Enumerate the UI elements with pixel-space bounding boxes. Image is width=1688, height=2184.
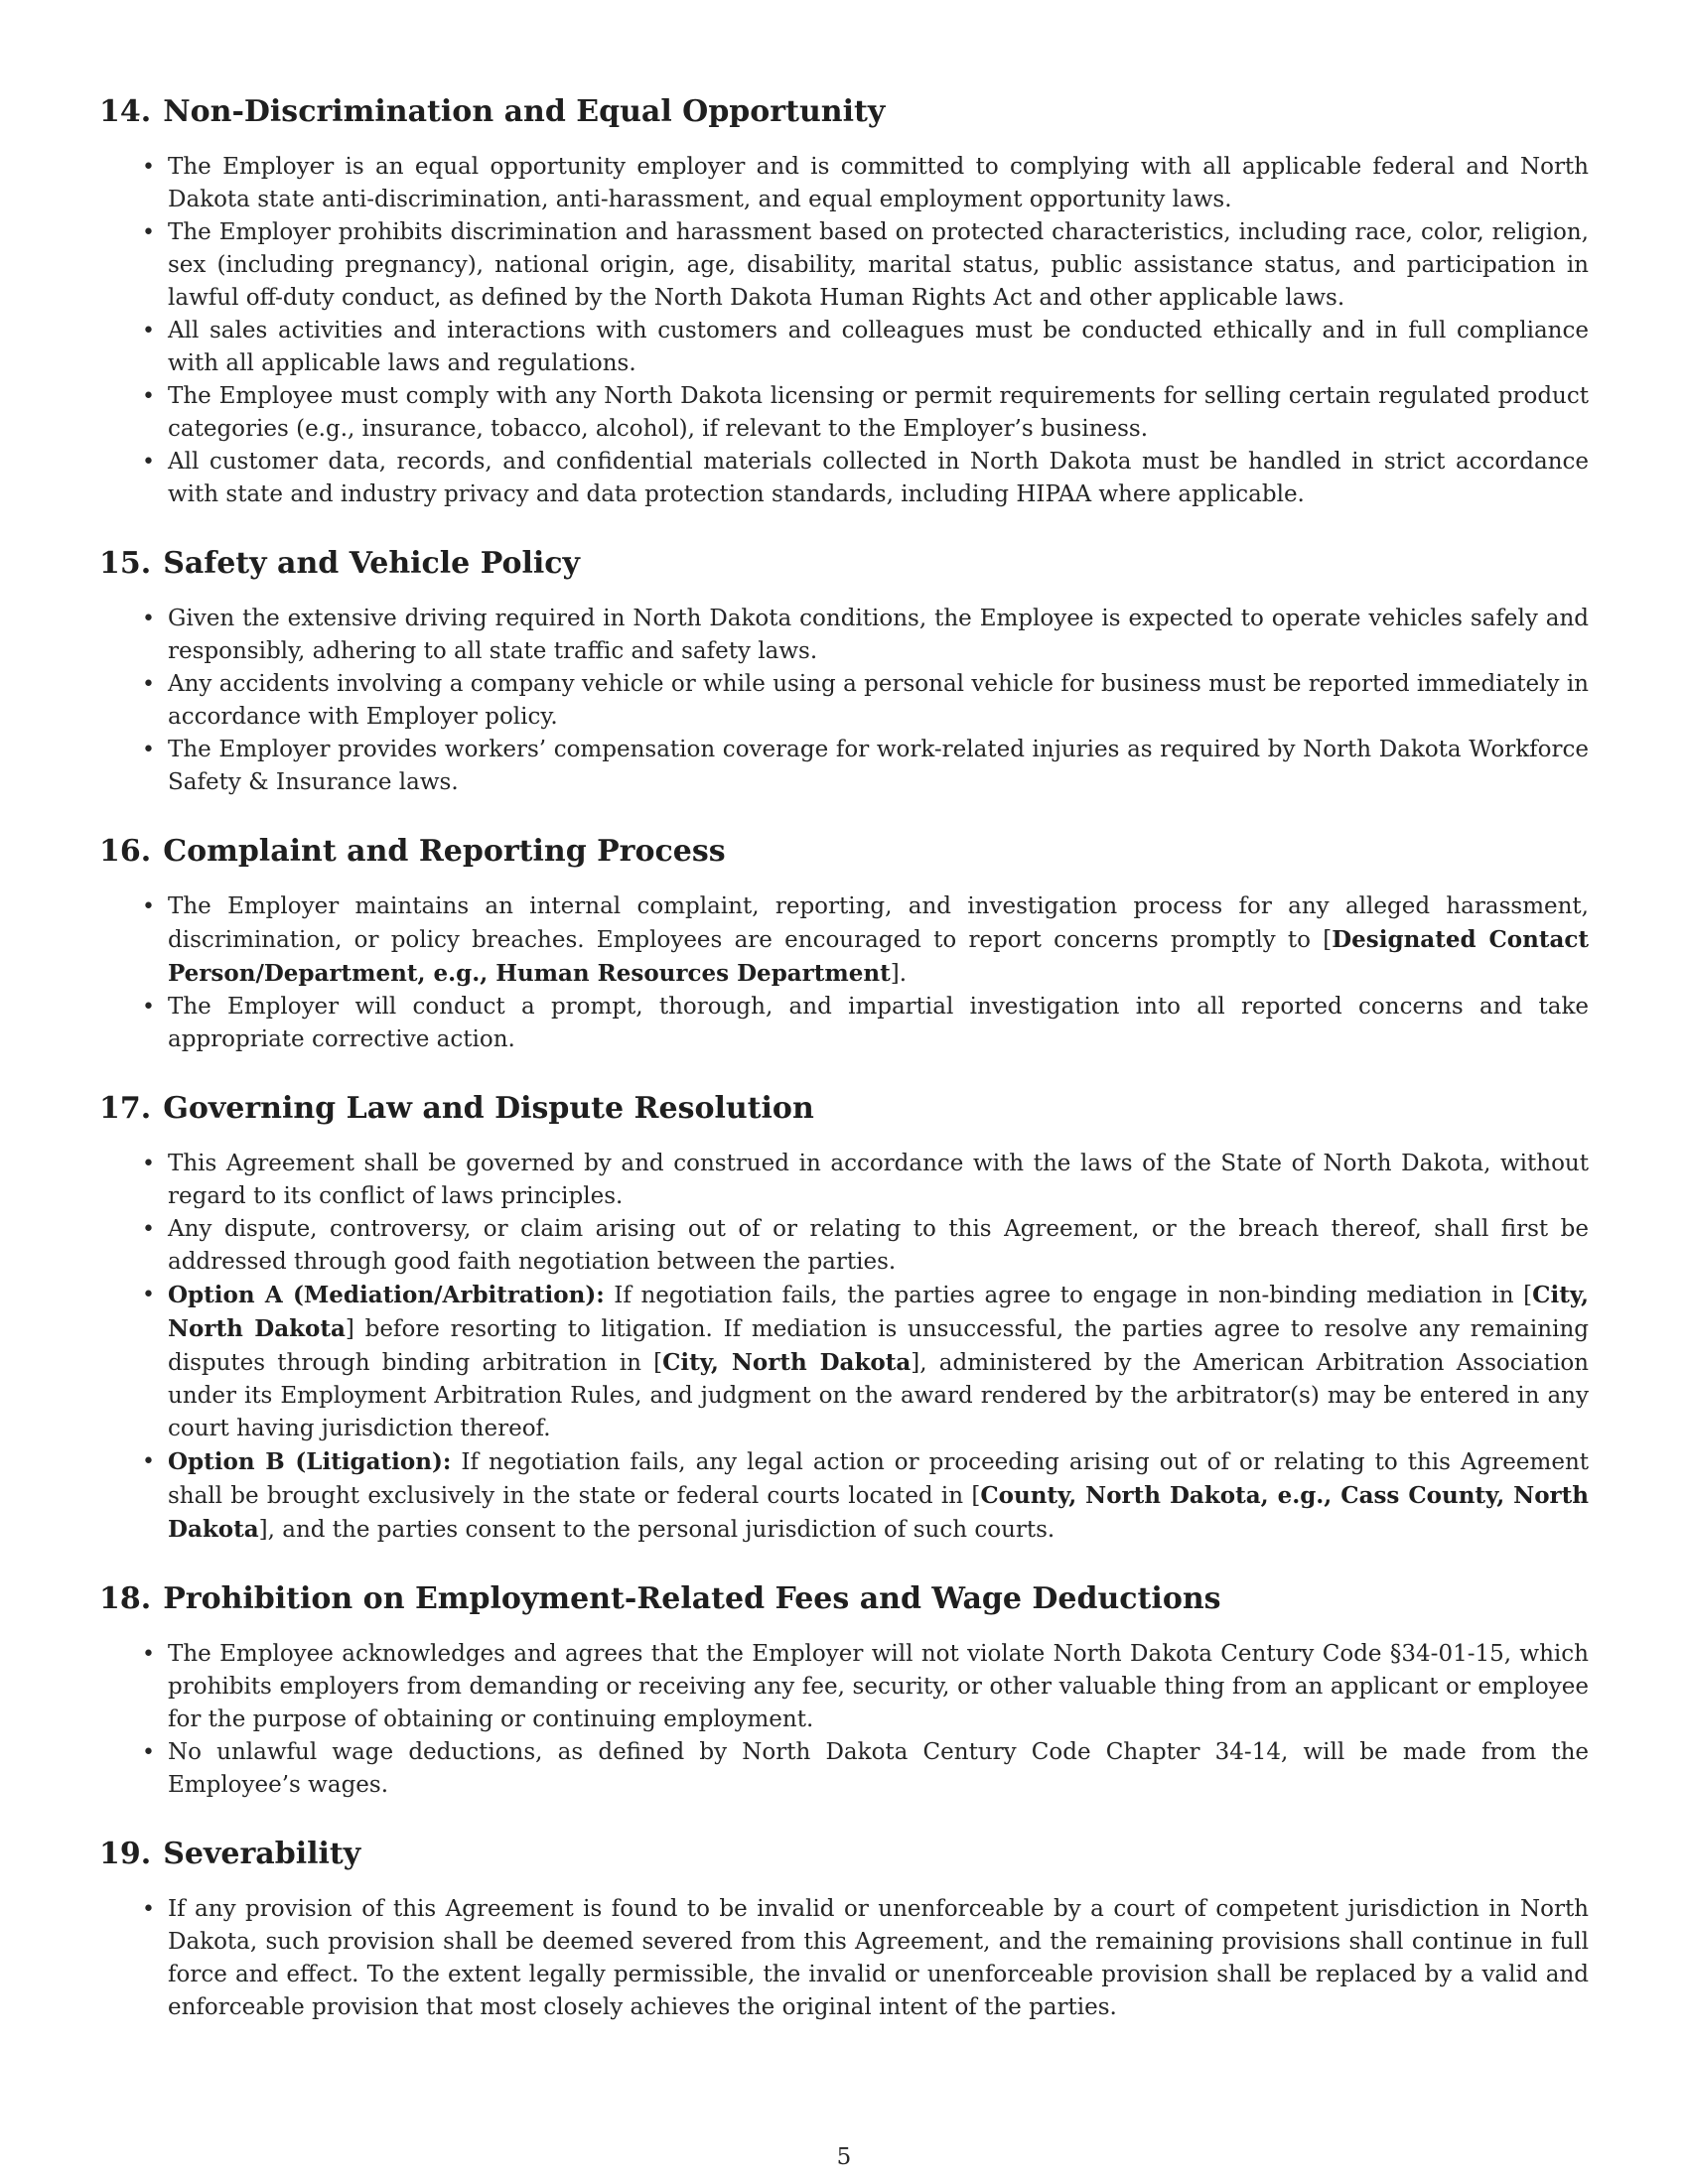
bullet-icon: •	[142, 607, 155, 631]
list-item: • This Agreement shall be governed by and construed in accordance with the laws of the State of North Dakota, without regard to its conflict of laws principles.	[99, 1148, 1589, 1213]
bullet-list	[99, 1638, 1589, 1802]
section-14	[99, 89, 1589, 511]
document-page	[99, 89, 1589, 2054]
list-item: • Any dispute, controversy, or claim arising out of or relating to this Agreement, or the breach thereof, shall first be addressed through good faith negotiation between the parties.	[99, 1213, 1589, 1279]
list-item: • Given the extensive driving required in North Dakota conditions, the Employee is expected to operate vehicles safely and responsibly, adhering to all state traffic and safety laws.	[99, 603, 1589, 668]
list-item: • The Employer prohibits discrimination and harassment based on protected characteristics, including race, color, religion, sex (including pregnancy), national origin, age, disability, marital status, public assistance status, and participation in lawful off-duty conduct, as defined by the North Dakota Human Rights Act and other applicable laws.	[99, 216, 1589, 315]
section-15	[99, 541, 1589, 799]
section-number: 15.	[99, 546, 152, 581]
bullet-icon: •	[142, 738, 155, 762]
section-heading	[99, 829, 1589, 875]
section-number: 17.	[99, 1091, 152, 1126]
bullet-icon: •	[142, 995, 155, 1020]
bullet-icon: •	[142, 1152, 155, 1176]
section-title: Complaint and Reporting Process	[163, 834, 726, 869]
bullet-icon: •	[142, 384, 155, 409]
bullet-list	[99, 1148, 1589, 1547]
list-item: • If any provision of this Agreement is found to be invalid or unenforceable by a court of competent jurisdiction in North Dakota, such provision shall be deemed severed from this Agreement, and the remaining provisions shall continue in full force and effect. To the extent legally permissible, the invalid or unenforceable provision shall be replaced by a valid and enforceable provision that most closely achieves the original intent of the parties.	[99, 1893, 1589, 2024]
section-title: Governing Law and Dispute Resolution	[163, 1091, 814, 1126]
option-a-label: Option A (Mediation/Arbitration):	[168, 1282, 605, 1308]
section-number: 18.	[99, 1581, 152, 1616]
section-18	[99, 1576, 1589, 1802]
section-17	[99, 1086, 1589, 1547]
list-item: • Option B (Litigation): If negotiation fails, any legal action or proceeding arising out of or relating to this Agreement shall be brought exclusively in the state or federal courts located in [County, North Dakota, e.g., Cass County, North Dakota], and the parties consent to the personal jurisdiction of such courts.	[99, 1445, 1589, 1547]
bullet-icon: •	[142, 1642, 155, 1667]
list-item: • The Employer will conduct a prompt, thorough, and impartial investigation into all reported concerns and take appropriate corrective action.	[99, 991, 1589, 1056]
section-19	[99, 1832, 1589, 2024]
list-item: • All customer data, records, and confidential materials collected in North Dakota must be handled in strict accordance with state and industry privacy and data protection standards, including HIPAA where applicable.	[99, 446, 1589, 511]
section-number: 14.	[99, 94, 152, 129]
bullet-icon: •	[142, 450, 155, 475]
bullet-icon: •	[142, 672, 155, 697]
list-item: • Option A (Mediation/Arbitration): If negotiation fails, the parties agree to engage in non-binding mediation in [City, North Dakota] before resorting to litigation. If mediation is unsuccessful, the parties agree to resolve any remaining disputes through binding arbitration in [City, North Dakota], administered by the American Arbitration Association under its Employment Arbitration Rules, and judgment on the award rendered by the arbitrator(s) may be entered in any court having jurisdiction thereof.	[99, 1279, 1589, 1445]
section-number: 16.	[99, 834, 152, 869]
section-heading	[99, 1086, 1589, 1132]
bullet-icon: •	[142, 319, 155, 343]
bullet-list	[99, 1893, 1589, 2024]
list-item: • The Employer is an equal opportunity employer and is committed to complying with all applicable federal and North Dakota state anti-discrimination, anti-harassment, and equal employment opportunity laws.	[99, 151, 1589, 216]
list-item: • The Employer provides workers’ compensation coverage for work-related injuries as required by North Dakota Workforce Safety & Insurance laws.	[99, 734, 1589, 799]
bullet-icon: •	[142, 1897, 155, 1922]
page-number: 5	[836, 2144, 852, 2170]
section-title: Prohibition on Employment-Related Fees and Wage Deductions	[163, 1581, 1221, 1616]
section-number: 19.	[99, 1837, 152, 1871]
section-16	[99, 829, 1589, 1056]
list-item: • All sales activities and interactions with customers and colleagues must be conducted ethically and in full compliance with all applicable laws and regulations.	[99, 315, 1589, 380]
bullet-icon: •	[142, 1449, 155, 1474]
option-b-label: Option B (Litigation):	[168, 1448, 452, 1475]
bullet-icon: •	[142, 155, 155, 180]
section-title: Safety and Vehicle Policy	[163, 546, 580, 581]
list-item: • No unlawful wage deductions, as defined by North Dakota Century Code Chapter 34-14, will be made from the Employee’s wages.	[99, 1736, 1589, 1802]
placeholder-county: County, North Dakota, e.g., Cass County, North Dakota	[168, 1482, 1589, 1543]
placeholder-city: City, North Dakota	[168, 1282, 1589, 1342]
list-item: • Any accidents involving a company vehicle or while using a personal vehicle for business must be reported immediately in accordance with Employer policy.	[99, 668, 1589, 734]
bullet-icon: •	[142, 1740, 155, 1765]
list-item: • The Employee must comply with any North Dakota licensing or permit requirements for selling certain regulated product categories (e.g., insurance, tobacco, alcohol), if relevant to the Employer’s business.	[99, 380, 1589, 446]
section-heading	[99, 89, 1589, 135]
section-title: Non-Discrimination and Equal Opportunity	[163, 94, 886, 129]
bullet-icon: •	[142, 894, 155, 919]
section-heading	[99, 1832, 1589, 1877]
bullet-list	[99, 151, 1589, 511]
section-title: Severability	[163, 1837, 361, 1871]
placeholder-city: City, North Dakota	[662, 1349, 912, 1376]
list-item: • The Employer maintains an internal complaint, reporting, and investigation process for any alleged harassment, discrimination, or policy breaches. Employees are encouraged to report concerns promptly to [Designated Contact Person/Department, e.g., Human Resources Department].	[99, 890, 1589, 991]
section-heading	[99, 1576, 1589, 1622]
bullet-icon: •	[142, 1217, 155, 1242]
bullet-list	[99, 890, 1589, 1056]
bullet-icon: •	[142, 1283, 155, 1307]
list-item: • The Employee acknowledges and agrees that the Employer will not violate North Dakota Century Code §34-01-15, which prohibits employers from demanding or receiving any fee, security, or other valuable thing from an applicant or employee for the purpose of obtaining or continuing employment.	[99, 1638, 1589, 1736]
placeholder-contact: Designated Contact Person/Department, e.g., Human Resources Department	[168, 926, 1589, 987]
bullet-icon: •	[142, 220, 155, 245]
section-heading	[99, 541, 1589, 587]
bullet-list	[99, 603, 1589, 799]
